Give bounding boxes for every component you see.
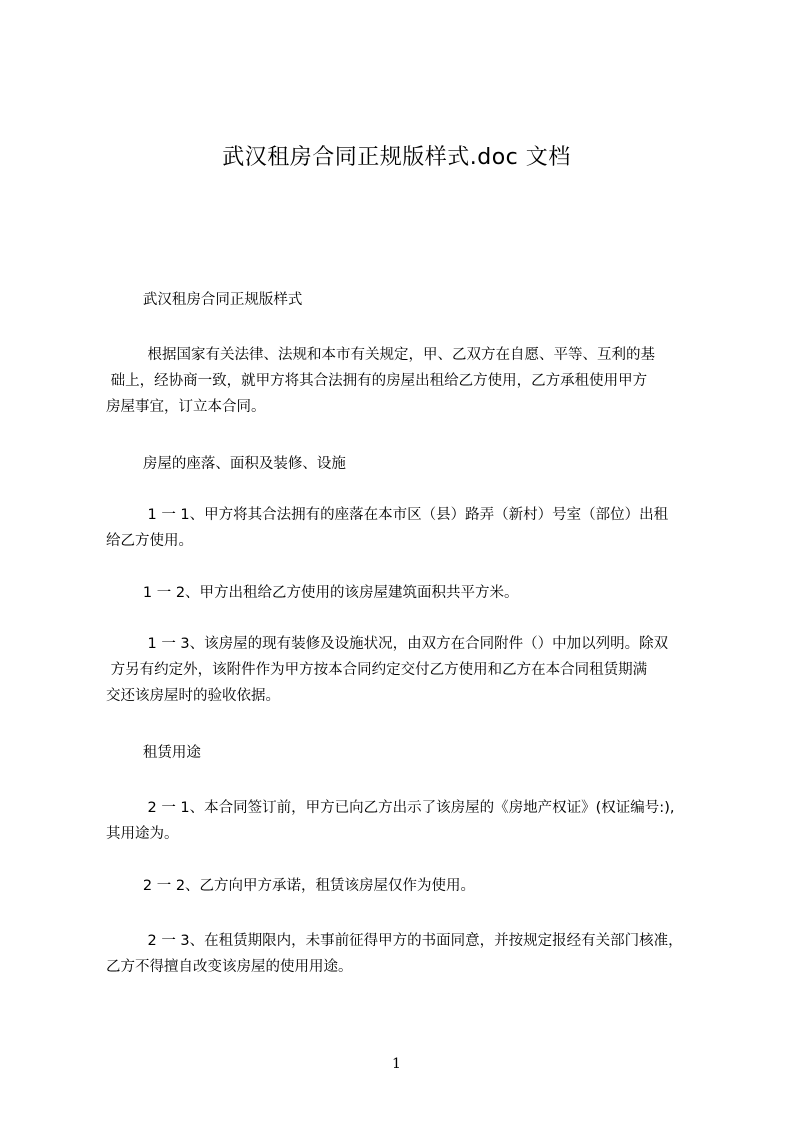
paragraph-clause-2-1: 2 一 1、本合同签订前，甲方已向乙方出示了该房屋的《房地产权证》(权证编号:), 其用途为。 bbox=[106, 800, 675, 842]
paragraph-clause-2-2: 2 一 2、乙方向甲方承诺，租赁该房屋仅作为使用。 bbox=[106, 878, 476, 894]
paragraph-heading-usage: 租赁用途 bbox=[106, 745, 201, 761]
page-number: 1 bbox=[392, 1056, 401, 1072]
paragraph-clause-1-2: 1 一 2、甲方出租给乙方使用的该房屋建筑面积共平方米。 bbox=[106, 585, 519, 601]
paragraph-heading-location: 房屋的座落、面积及装修、设施 bbox=[106, 456, 346, 472]
paragraph-clause-1-1: 1 一 1、甲方将其合法拥有的座落在本市区（县）路弄（新村）号室（部位）出租 给乙方使用。 bbox=[106, 507, 669, 549]
paragraph-preamble: 根据国家有关法律、法规和本市有关规定，甲、乙双方在自愿、平等、互利的基 础上，经协商一致，就甲方将其合法拥有的房屋出租给乙方使用，乙方承租使用甲方 房屋事宜，订立本合同。 bbox=[106, 347, 655, 415]
document-title: 武汉租房合同正规版样式.doc 文档 bbox=[222, 145, 571, 170]
paragraph-heading-contract: 武汉租房合同正规版样式 bbox=[106, 292, 303, 308]
paragraph-clause-2-3: 2 一 3、在租赁期限内，未事前征得甲方的书面同意，并按规定报经有关部门核准， 乙方不得擅自改变该房屋的使用用途。 bbox=[106, 933, 683, 975]
paragraph-clause-1-3: 1 一 3、该房屋的现有装修及设施状况，由双方在合同附件（）中加以列明。除双 方另有约定外，该附件作为甲方按本合同约定交付乙方使用和乙方在本合同租赁期满 交还该房屋时的验收依据。 bbox=[106, 636, 669, 704]
